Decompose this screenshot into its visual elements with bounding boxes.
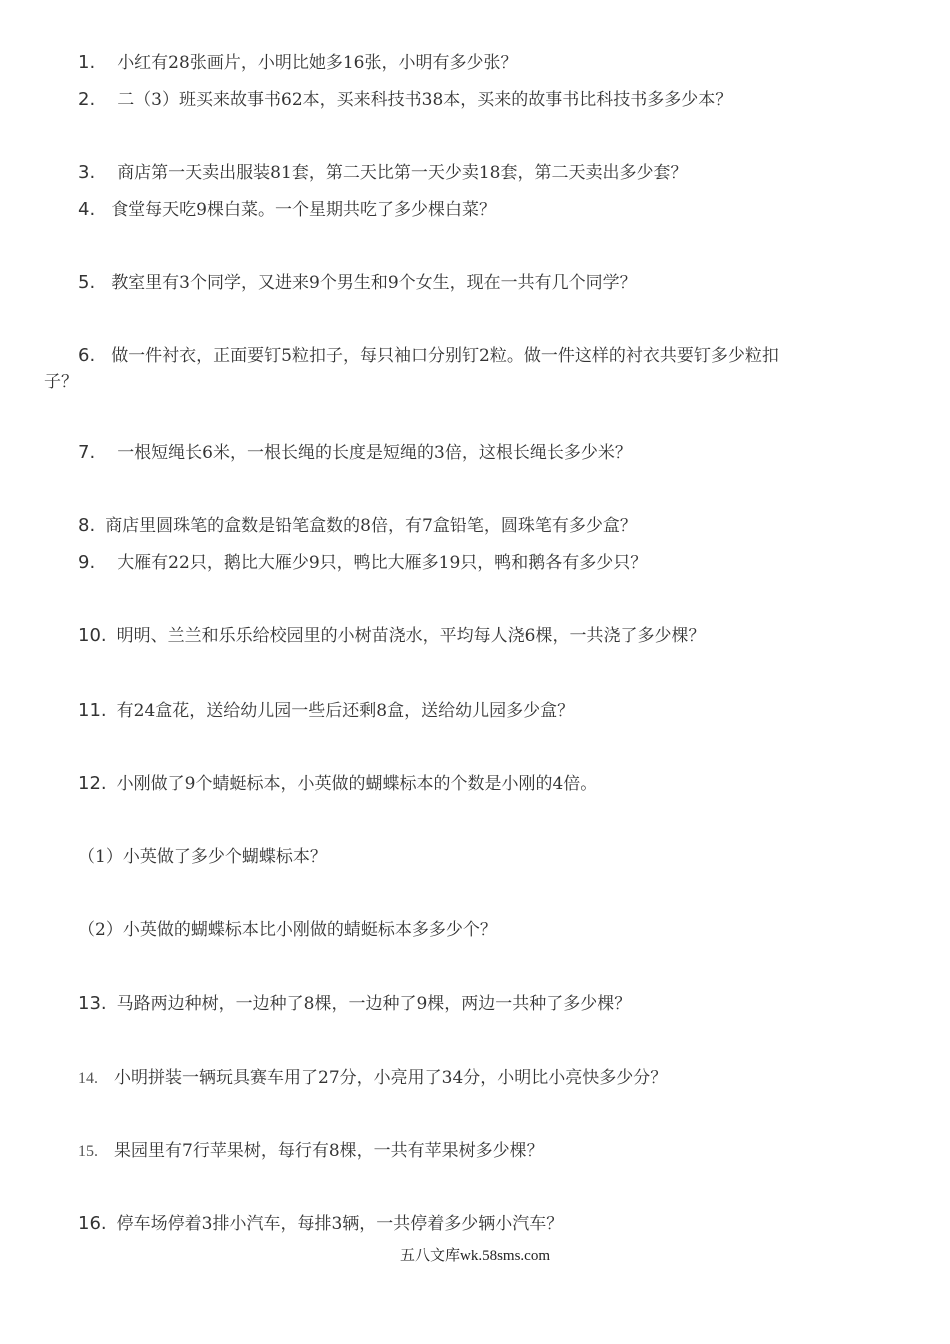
question-number: 2. [78,89,96,110]
question-number: 10. [78,625,107,646]
question-6 [78,344,779,368]
question-10 [78,624,705,648]
question-15 [78,1139,544,1164]
question-text: 马路两边种树，一边种了8棵，一边种了9棵，两边一共种了多少棵？ [116,994,632,1014]
question-4 [78,198,496,222]
question-number: 3. [78,162,96,183]
question-number: 8. [78,515,96,536]
page-footer: 五八文库wk.58sms.com [399,1248,550,1264]
question-5 [78,271,637,295]
question-text: 小红有28张画片，小明比她多16张，小明有多少张？ [117,53,518,73]
question-3 [78,161,687,185]
question-13 [78,992,631,1016]
question-7 [78,441,632,465]
question-text: 明明、兰兰和乐乐给校园里的小树苗浇水，平均每人浇6棵，一共浇了多少棵？ [116,626,706,646]
question-text: 小刚做了9个蜻蜓标本，小英做的蝴蝶标本的个数是小刚的4倍。 [116,774,598,794]
question-text: （2）小英做的蝴蝶标本比小刚做的蜻蜓标本多多少个？ [78,920,497,940]
question-number: 9. [78,552,96,573]
question-text: 有24盒花，送给幼儿园一些后还剩8盒，送给幼儿园多少盒？ [116,701,575,721]
question-text: 大雁有22只，鹅比大雁少9只，鸭比大雁多19只，鸭和鹅各有多少只？ [117,553,648,573]
question-text: 一根短绳长6米，一根长绳的长度是短绳的3倍，这根长绳长多少米？ [117,443,632,463]
question-14 [78,1066,667,1091]
question-12 [78,772,597,796]
question-number: 7. [78,442,96,463]
question-text: 食堂每天吃9棵白菜。一个星期共吃了多少棵白菜？ [111,200,497,220]
question-number: 5. [78,272,96,293]
question-8 [78,514,637,538]
question-number: 12. [78,773,107,794]
question-number: 16. [78,1213,107,1234]
question-11 [78,699,574,723]
question-6-continued [44,370,78,394]
question-12-part-2 [78,918,497,942]
question-number: 4. [78,199,96,220]
question-16 [78,1212,563,1236]
question-9 [78,551,647,575]
question-text: 小明拼装一辆玩具赛车用了27分，小亮用了34分，小明比小亮快多少分？ [114,1068,668,1088]
question-number: 14. [78,1070,98,1087]
question-text: 商店第一天卖出服装81套，第二天比第一天少卖18套，第二天卖出多少套？ [117,163,688,183]
question-number: 11. [78,700,107,721]
question-2 [78,88,732,112]
question-12-part-1 [78,845,327,869]
question-text: 二（3）班买来故事书62本，买来科技书38本，买来的故事书比科技书多多少本？ [117,90,733,110]
question-text: （1）小英做了多少个蝴蝶标本？ [78,847,327,867]
question-text: 商店里圆珠笔的盒数是铅笔盒数的8倍，有7盒铅笔，圆珠笔有多少盒？ [105,516,637,536]
question-number: 1. [78,52,96,73]
question-text: 停车场停着3排小汽车，每排3辆，一共停着多少辆小汽车？ [116,1214,564,1234]
question-text: 教室里有3个同学，又进来9个男生和9个女生，现在一共有几个同学？ [111,273,637,293]
question-1 [78,51,517,75]
question-text-continued: 子？ [44,372,78,392]
question-text: 做一件衬衣，正面要钉5粒扣子，每只袖口分别钉2粒。做一件这样的衬衣共要钉多少粒扣 [111,346,779,366]
question-text: 果园里有7行苹果树，每行有8棵，一共有苹果树多少棵？ [114,1141,544,1161]
question-number: 13. [78,993,107,1014]
question-number: 15. [78,1143,98,1160]
question-number: 6. [78,345,96,366]
